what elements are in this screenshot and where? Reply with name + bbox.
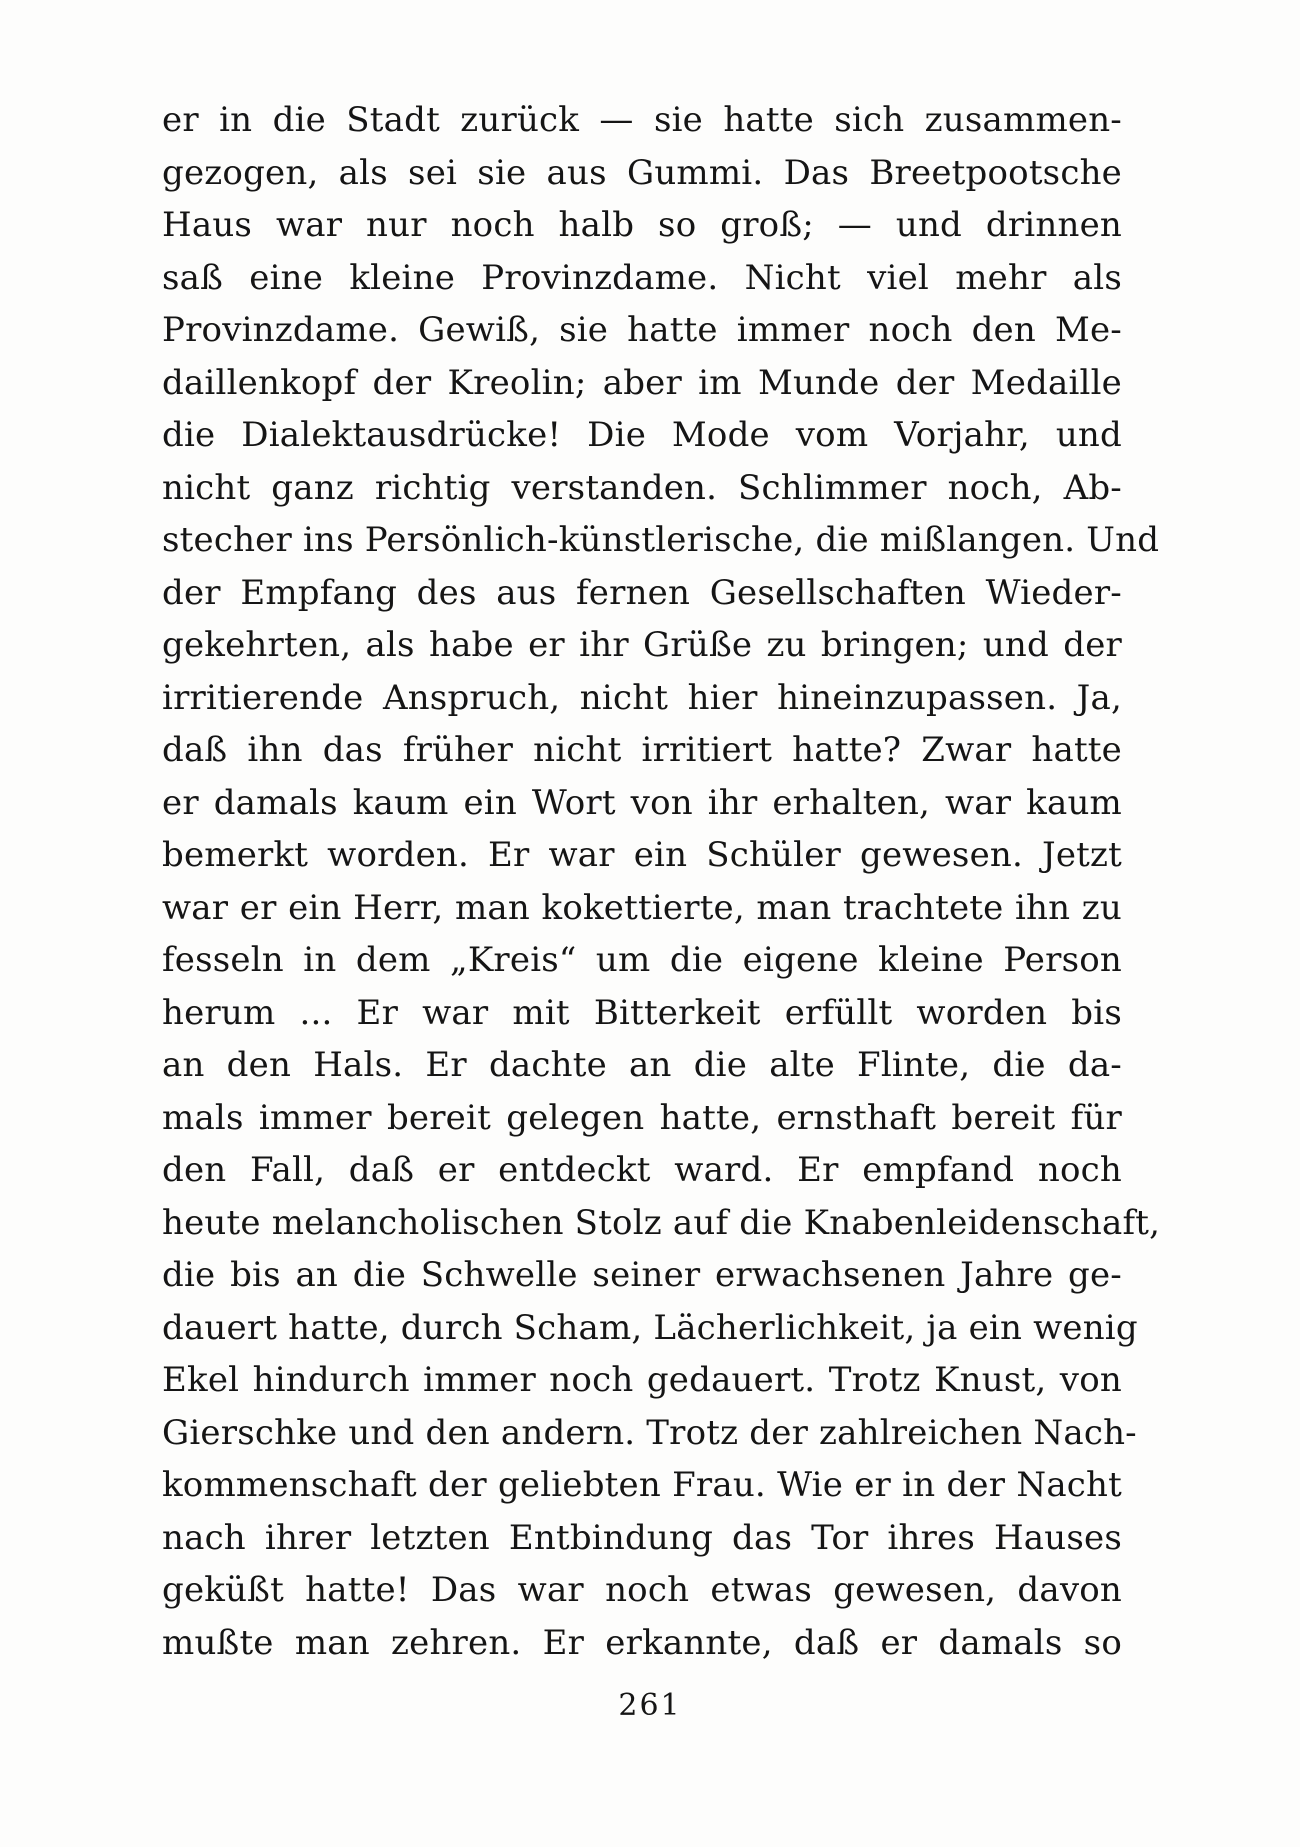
text-line: stecher ins Persönlich-künstlerische, die mißlangen. Und <box>162 520 1160 560</box>
text-line: er damals kaum ein Wort von ihr erhalten, war kaum <box>162 782 1122 823</box>
text-line: dauert hatte, durch Scham, Lächerlichkeit, ja ein wenig <box>162 1307 1138 1348</box>
text-line: irritierende Anspruch, nicht hier hineinzupassen. Ja, <box>162 677 1122 718</box>
text-line: bemerkt worden. Er war ein Schüler gewesen. Jetzt <box>162 835 1122 875</box>
text-line: die bis an die Schwelle seiner erwachsenen Jahre ge- <box>162 1255 1122 1295</box>
text-line: Gierschke und den andern. Trotz der zahlreichen Nach- <box>162 1412 1137 1453</box>
text-line: daß ihn das früher nicht irritiert hatte? Zwar hatte <box>162 730 1122 770</box>
text-line: saß eine kleine Provinzdame. Nicht viel mehr als <box>162 257 1122 298</box>
text-line: an den Hals. Er dachte an die alte Flinte, die da- <box>162 1045 1122 1085</box>
text-line: fesseln in dem „Kreis“ um die eigene kleine Person <box>162 940 1122 980</box>
text-line: er in die Stadt zurück — sie hatte sich zusammen- <box>162 100 1122 140</box>
text-line: nach ihrer letzten Entbindung das Tor ihres Hauses <box>162 1517 1122 1558</box>
text-line: Haus war nur noch halb so groß; — und drinnen <box>162 205 1122 245</box>
text-line: nicht ganz richtig verstanden. Schlimmer noch, Ab- <box>162 467 1122 508</box>
text-line: herum ... Er war mit Bitterkeit erfüllt worden bis <box>162 992 1122 1033</box>
text-line: der Empfang des aus fernen Gesellschaften Wieder- <box>162 572 1122 613</box>
text-line: gekehrten, als habe er ihr Grüße zu bringen; und der <box>162 625 1122 665</box>
text-line: heute melancholischen Stolz auf die Knabenleidenschaft, <box>162 1202 1161 1243</box>
text-line: war er ein Herr, man kokettierte, man trachtete ihn zu <box>162 887 1122 928</box>
page-number: 261 <box>618 1688 682 1723</box>
text-line: gezogen, als sei sie aus Gummi. Das Breetpootsche <box>162 152 1122 193</box>
text-line: kommenschaft der geliebten Frau. Wie er in der Nacht <box>162 1465 1122 1505</box>
body-text <box>162 94 1161 1669</box>
text-line: mals immer bereit gelegen hatte, ernsthaft bereit für <box>162 1097 1122 1138</box>
text-line: daillenkopf der Kreolin; aber im Munde der Medaille <box>162 362 1122 403</box>
text-line: die Dialektausdrücke! Die Mode vom Vorjahr, und <box>162 415 1122 455</box>
text-line: Ekel hindurch immer noch gedauert. Trotz Knust, von <box>162 1360 1122 1400</box>
text-line: mußte man zehren. Er erkannte, daß er damals so <box>162 1622 1122 1663</box>
text-line: den Fall, daß er entdeckt ward. Er empfand noch <box>162 1150 1122 1190</box>
text-line: geküßt hatte! Das war noch etwas gewesen, davon <box>162 1570 1122 1610</box>
text-line: Provinzdame. Gewiß, sie hatte immer noch den Me- <box>162 310 1122 350</box>
